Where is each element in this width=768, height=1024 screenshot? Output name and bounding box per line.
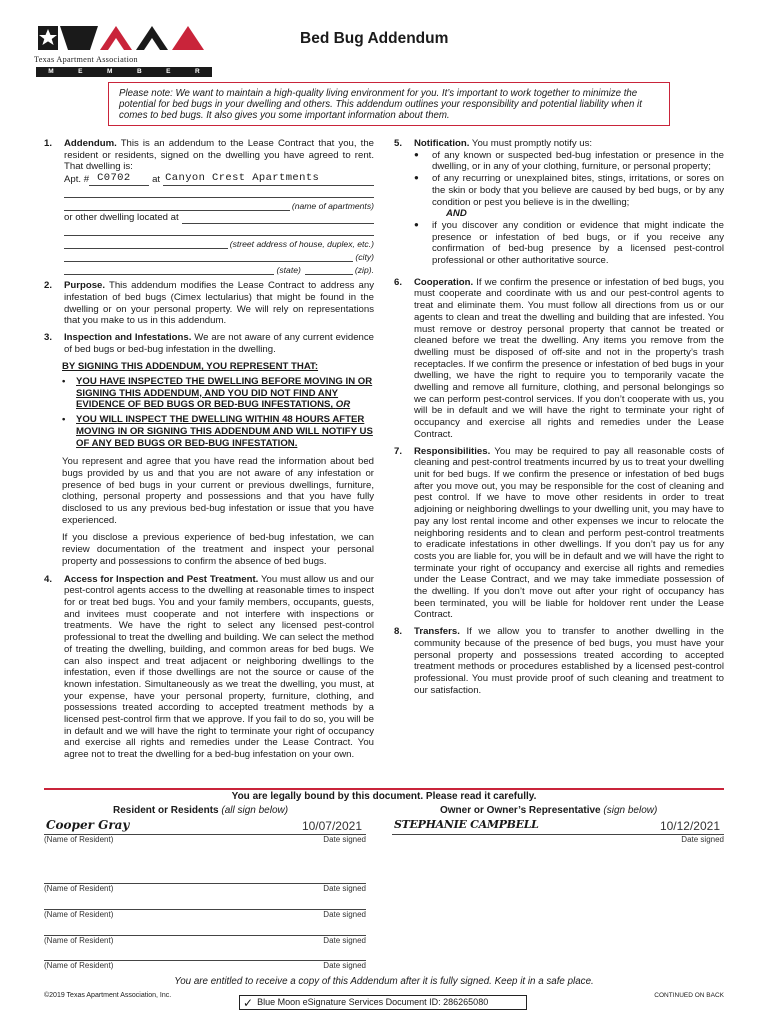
name-of-apartments-row: (name of apartments) [64,199,374,211]
bluemoon-document-id [239,995,527,1010]
section-heading: Access for Inspection and Pest Treatment. [64,573,259,585]
bluemoon-text: Blue Moon eSignature Services Document ID: 286265080 [257,997,489,1008]
section-text: This is an addendum to the Lease Contract that you, the resident or residents, signed on the dwelling you have agreed to rent. That dwelling is: [64,138,374,173]
section-text: You may be required to pay all reasonable costs of cleaning and pest-control treatments incurred by us to treat your dwelling unit for bed bugs. If we confirm the presence or infestation of bed bugs after you move out, you may be responsible for the cost of cleaning and pest control. If we have to move other residents in order to treat adjoining or neighboring dwellings to your dwelling unit, you may have to pay any lost rental income and other expenses we incur to relocate the neighboring residents and to clean and perform pest-control treatments to eradicate infestations in other dwellings. If you don’t pay us for any costs you are liable for, you will be in default and we will have the right to terminate your right of occupancy and exercise all rights and remedies under the Lease Contract, and we may take immediate possession of the dwelling. If you don’t move out after your right of occupancy has been terminated, you will be liable for holdover rent under the Lease Contract. [414,445,724,621]
residents-note: (all sign below) [221,805,289,816]
association-name: Texas Apartment Association [34,55,138,64]
owner-signature-row[interactable] [392,818,724,846]
section-text: This addendum modifies the Lease Contract to address any infestation of bed bugs (Cimex lectularius) that might be found in the dwelling or on your personal property. We will rely on representations that you make to us in this addendum. [64,280,374,327]
signature-divider [44,788,724,790]
member-bar [36,67,212,77]
notification-bullet: ● if you discover any condition or evidence that might indicate the presence or infestation of bed bugs, or if you receive any confirmation of bed-bug presence by a licensed pest-control professional or other authoritative source. [394,220,724,267]
date-signed-label: Date signed [323,835,366,844]
section-purpose [44,280,374,327]
resident-date-value: 10/07/2021 [301,819,362,833]
member-letter: M [107,68,113,76]
legally-bound-notice: You are legally bound by this document. Please read it carefully. [231,791,537,802]
other-dwelling-label: or other dwelling located at [64,212,179,224]
section-heading: Cooperation. [414,276,474,288]
street-row: (street address of house, duplex, etc.) [64,237,374,249]
owner-note: (sign below) [603,805,658,816]
resident-name-label: (Name of Resident) [44,884,114,893]
represent-heading: BY SIGNING THIS ADDENDUM, YOU REPRESENT THAT: [62,361,319,373]
other-dwelling-row [64,212,374,224]
state-field[interactable] [64,265,274,275]
state-zip-row: (state) (zip). [64,263,374,275]
resident-name-label: (Name of Resident) [44,936,114,945]
section-number: 6. [394,276,403,288]
property-name-value: Canyon Crest Apartments [165,172,320,185]
address-line[interactable] [64,225,374,236]
member-letter: E [166,68,171,76]
name-of-apartments-label: name of apartments [294,200,372,211]
notification-bullet: ● of any recurring or unexplained bites, stings, irritations, or sores on the skin or body that you believe are caused by bed bugs, or by any condition or pest you believe is in the dwelling; [394,173,724,208]
city-field[interactable] [64,252,353,262]
section-number: 2. [44,280,53,292]
resident-signature-row[interactable] [44,871,366,895]
continued-on-back: CONTINUED ON BACK [654,992,724,999]
represent-item: • YOU WILL INSPECT THE DWELLING WITHIN 48 HOURS AFTER MOVING IN OR SIGNING THIS ADDENDUM AND WILL NOTIFY US OF ANY BED BUGS OR BED-BUG INFESTATION. [62,414,373,449]
resident-signature-row[interactable] [44,948,366,972]
section-number: 8. [394,626,403,638]
check-icon: ✓ [243,995,254,1010]
date-signed-label: Date signed [323,884,366,893]
resident-signature: Cooper Gray [46,818,130,832]
section-text: If we allow you to transfer to another dwelling in the community because of the presence of bed bugs, you must have your personal property and possessions treated according to accepted treatment methods or procedures established by a licensed pest-control professional. You must provide proof of such cleaning and treatment to our satisfaction. [414,626,724,696]
left-column [44,138,374,766]
section-heading: Purpose. [64,280,106,292]
section-number: 3. [44,331,53,343]
state-label: state [279,264,298,275]
represent-paragraph: You represent and agree that you have read the information about bed bugs provided by us and that you are not aware of any infestation or presence of bed bugs in your current or previous dwellings, furniture, clothing, personal property and possessions and that you have fully disclosed to us any previous bed-bug infestation or issue that you have experienced. [62,456,374,526]
date-signed-label: Date signed [323,910,366,919]
section-number: 5. [394,138,403,149]
section-number: 7. [394,445,403,457]
notification-bullet: ● of any known or suspected bed-bug infestation or presence in the dwelling, or in any of your clothing, furniture, or personal property; [394,150,724,173]
section-number: 1. [44,138,53,149]
city-row: (city) [64,250,374,262]
disclose-paragraph: If you disclose a previous experience of bed-bug infestation, we can review documentation of the treatment and inspect your personal property and possessions to confirm the absence of bed bugs. [62,532,374,567]
section-transfers [394,626,724,696]
represent-or: OR [335,399,351,411]
copyright: ©2019 Texas Apartment Association, Inc. [44,992,172,999]
section-notification [394,138,724,150]
copy-entitlement: You are entitled to receive a copy of this Addendum after it is fully signed. Keep it in a safe place. [174,976,594,987]
notice-box: Please note: We want to maintain a high-quality living environment for you. It’s important to work together to minimize the potential for bed bugs in your dwelling and others. This addendum outlines your responsibility and potential liability when it comes to bed bugs. It also gives you some important information about them. [108,82,670,126]
represent-item: • YOU HAVE INSPECTED THE DWELLING BEFORE MOVING IN OR SIGNING THIS ADDENDUM, AND YOU DID NOT FIND ANY EVIDENCE OF BED BUGS OR BED-BUG INFESTATIONS, OR [62,376,373,411]
section-text: You must promptly notify us: [469,138,593,149]
street-label: street address of house, duplex, etc. [232,238,372,249]
section-access [44,574,374,761]
section-heading: Addendum. [64,138,117,149]
section-heading: Transfers. [414,626,460,638]
section-inspection [44,332,374,355]
section-responsibilities [394,446,724,622]
apt-label: Apt. # [64,174,90,186]
section-number: 4. [44,573,53,585]
other-dwelling-field[interactable] [182,214,374,224]
at-label: at [152,174,161,186]
member-letter: M [48,68,54,76]
section-cooperation [394,277,724,441]
apt-number-value: C0702 [97,172,131,185]
city-label: city [358,251,372,262]
date-signed-label: Date signed [681,835,724,844]
owner-heading: Owner or Owner’s Representative (sign below) [440,805,658,816]
section-heading: Notification. [414,138,470,149]
represent-item-text: YOU WILL INSPECT THE DWELLING WITHIN 48 HOURS AFTER MOVING IN OR SIGNING THIS ADDENDUM AND WILL NOTIFY US OF ANY BED BUGS OR BED-BUG INFESTATION. [76,414,373,449]
member-letter: B [136,68,142,76]
zip-field[interactable] [305,265,353,275]
resident-name-label: (Name of Resident) [44,961,114,970]
zip-label: zip [357,264,369,275]
right-column [394,138,724,701]
resident-signature-row[interactable] [44,897,366,921]
resident-name-label: (Name of Resident) [44,835,114,844]
section-heading: Responsibilities. [414,445,491,457]
section-heading: Inspection and Infestations. [64,331,192,343]
resident-name-label: (Name of Resident) [44,910,114,919]
owner-date-value: 10/12/2021 [659,819,720,833]
member-letter: R [194,68,200,76]
represent-item-text: YOU HAVE INSPECTED THE DWELLING BEFORE MOVING IN OR SIGNING THIS ADDENDUM, AND YOU DID NOT FIND ANY EVIDENCE OF BED BUGS OR BED-BUG INFESTATIONS, [76,376,373,411]
residents-heading: Resident or Residents (all sign below) [113,805,289,816]
resident-signature-row[interactable] [44,923,366,947]
date-signed-label: Date signed [323,936,366,945]
resident-signature-row[interactable] [44,818,366,846]
section-addendum [44,138,374,275]
taa-logo [34,22,214,82]
property-line[interactable] [64,187,374,198]
property-name-field[interactable] [163,172,374,186]
owner-signature: STEPHANIE CAMPBELL [394,818,539,831]
section-text: You must allow us and our pest-control agents access to the dwelling at reasonable times to inspect for or treat bed bugs. You and your family members, occupants, guests, and invitees must cooperate and not interfere with inspections or treatments. We have the right to select any licensed pest-control professional to treat the dwelling and building. We can select the method of treating the dwelling, building, and common areas for bed bugs. We can also inspect and treat adjacent or neighboring dwellings to the infestation, even if those dwellings are not the source or cause of the known infestation. Simultaneously as we treat the dwelling, you must, at your expense, have your personal property, furniture, clothing, and possessions treated according to accepted treatment methods by a licensed pest-control firm that we approve. If you fail to do so, you will be in default and we will have the right to terminate your right of occupancy and exercise all rights and remedies under the Lease Contract. You agree not to treat the dwelling for a bed-bug infestation on your own. [64,573,374,761]
section-text: If we confirm the presence or infestation of bed bugs, you must cooperate and coordinate with us and our pest-control agents to treat and eliminate them. You must follow all directions from us or our agents to clean and treat the dwelling and building that are infested. You must remove or destroy personal property that cannot be treated or cleaned before we treat the dwelling. Any items you remove from the dwelling must be disposed of off-site and not in the property’s trash receptacles. If we confirm the presence or infestation of bed bugs in your dwelling, we have the right to require you to temporarily vacate the dwelling and remove all furniture, clothing, and personal belongings so we can perform pest-control services. If you don’t cooperate with us, you will be in default and we will have the right to terminate your right of occupancy and exercise all rights and remedies under the Lease Contract. [414,276,724,440]
document-title: Bed Bug Addendum [300,30,449,47]
and-label: AND [446,208,467,220]
section-text: We are not aware of any current evidence of bed bugs or bed-bug infestation in the dwelling. [64,331,374,355]
date-signed-label: Date signed [323,961,366,970]
apt-number-field[interactable] [89,172,149,186]
apt-row [64,174,374,186]
taa-logo-mark [38,22,214,54]
street-field[interactable] [64,239,228,249]
member-letter: E [78,68,83,76]
apartments-name-field[interactable] [64,201,290,211]
